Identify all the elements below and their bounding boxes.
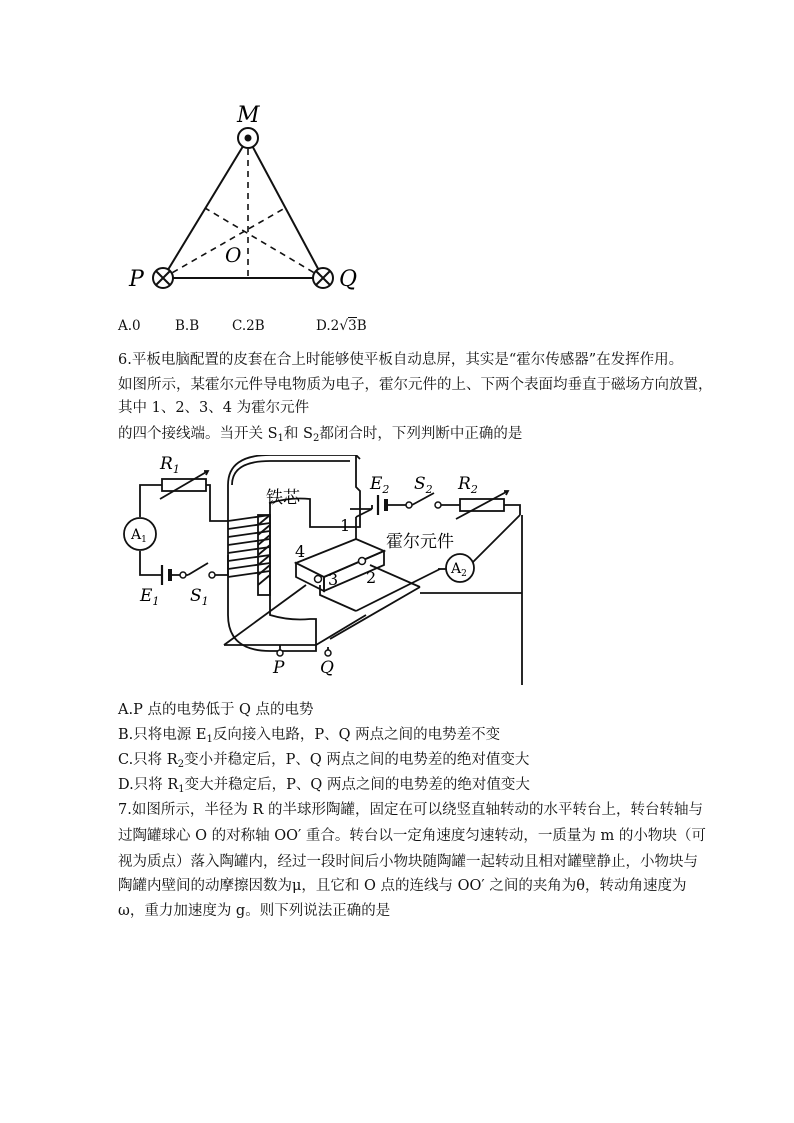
- svg-text:A2: $A_2$: [451, 561, 467, 579]
- coil: [228, 515, 270, 595]
- label-m: M: [237, 103, 260, 128]
- hall-circuit-figure: [120, 455, 530, 685]
- wire-p-in-icon: [153, 268, 173, 288]
- terminal-1: 1: [340, 516, 351, 535]
- svg-text:S1: $S_1$: [190, 586, 209, 608]
- q5-option-c: C.2B: [232, 318, 265, 334]
- q6-option-b: B.只将电源 $E_1$反向接入电路，P、Q 两点之间的电势差不变: [118, 727, 501, 745]
- sqrt-sign-icon: √: [339, 318, 349, 334]
- triangle-figure: [125, 100, 365, 300]
- q5-options: [118, 316, 367, 336]
- svg-text:A1: $A_1$: [131, 527, 147, 545]
- q5-option-b: B.B: [175, 318, 200, 334]
- q7-line2: 过陶罐球心 O 的对称轴 OO′ 重合。转台以一定角速度匀速转动，一质量为 m 的小物块（可: [118, 828, 706, 844]
- label-q: Q: [339, 267, 358, 292]
- svg-text:E2: $E_2$: [370, 474, 390, 496]
- label-hall-element: 霍尔元件: [386, 532, 454, 552]
- svg-text:S2: $S_2$: [414, 474, 433, 496]
- q6-stem-line4: 的四个接线端。当开关 $S_1$和 $S_2$都闭合时，下列判断中正确的是: [118, 426, 523, 444]
- q5-option-a: A.0: [118, 318, 141, 334]
- wire-m-out-icon: [238, 128, 258, 148]
- q6-stem-line1: 6.平板电脑配置的皮套在合上时能够使平板自动息屏，其实是“霍尔传感器”在发挥作用。: [118, 352, 684, 368]
- q6-option-d: D.只将 $R_1$变大并稳定后，P、Q 两点之间的电势差的绝对值变大: [118, 777, 530, 795]
- svg-text:E1: $E_1$: [140, 586, 160, 608]
- q6-stem-line3: 其中 1、2、3、4 为霍尔元件: [118, 400, 310, 416]
- q7-line4: 陶罐内壁间的动摩擦因数为μ，且它和 O 点的连线与 OO′ 之间的夹角为θ，转动角速度为: [118, 878, 687, 894]
- svg-text:R2: $R_2$: [458, 474, 478, 496]
- q6-option-c: C.只将 $R_2$变小并稳定后，P、Q 两点之间的电势差的绝对值变大: [118, 752, 530, 770]
- q5-option-d-prefix: D.2: [316, 318, 340, 334]
- terminal-3: 3: [328, 570, 339, 589]
- iron-core: [228, 455, 360, 651]
- q6-stem-line2: 如图所示，某霍尔元件导电物质为电子，霍尔元件的上、下两个表面均垂直于磁场方向放置，: [118, 377, 713, 393]
- label-q-terminal: Q: [320, 658, 334, 678]
- label-o: O: [225, 243, 242, 267]
- q7-line5: ω，重力加速度为 g。则下列说法正确的是: [118, 903, 391, 919]
- q6-option-a: A.P 点的电势低于 Q 点的电势: [118, 702, 314, 718]
- svg-text:R1: $R_1$: [160, 455, 180, 476]
- q5-option-d: [316, 316, 367, 336]
- q7-line1: 7.如图所示，半径为 R 的半球形陶罐，固定在可以绕竖直轴转动的水平转台上，转台转轴与: [118, 802, 703, 818]
- q5-option-d-radical: 3: [348, 318, 357, 334]
- label-p: P: [129, 267, 144, 292]
- terminal-2: 2: [366, 568, 377, 587]
- q7-line3: 视为质点）落入陶罐内，经过一段时间后小物块随陶罐一起转动且相对罐壁静止，小物块与: [118, 854, 698, 870]
- label-p-terminal: P: [273, 658, 285, 678]
- terminal-4: 4: [295, 542, 306, 561]
- label-tiexin: 铁芯: [266, 488, 300, 508]
- wire-q-in-icon: [313, 268, 333, 288]
- q5-option-d-suffix: B: [356, 318, 367, 334]
